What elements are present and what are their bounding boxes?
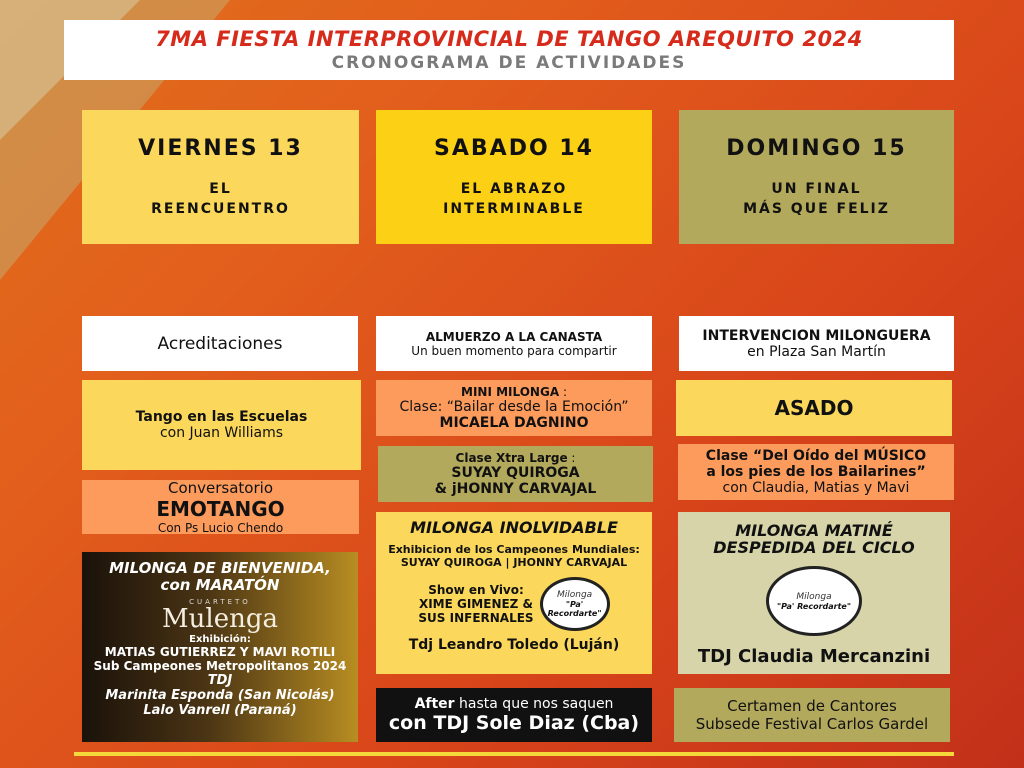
milonga-logo-icon: Milonga "Pa' Recordarte" (540, 577, 610, 631)
activity-title: ASADO (774, 396, 854, 420)
logo-name: Mulenga (162, 604, 278, 634)
day-title: VIERNES 13 (138, 135, 303, 161)
tdj-label: TDJ (207, 673, 233, 688)
day-title: SABADO 14 (434, 135, 594, 161)
activity-clase-oido (678, 444, 954, 500)
activity-milonga-inolvidable (376, 512, 652, 674)
day-subtitle: EL ABRAZO INTERMINABLE (443, 180, 585, 217)
bottom-divider (74, 752, 954, 756)
exhibicion-label: Exhibición: (189, 634, 251, 645)
activity-milonga-matine (678, 512, 950, 674)
activity-sub: Con Ps Lucio Chendo (157, 521, 284, 535)
activity-sub: Un buen momento para compartir (411, 343, 617, 358)
activity-title: ALMUERZO A LA CANASTA (425, 329, 603, 344)
exhibicion-title: Sub Campeones Metropolitanos 2024 (93, 659, 347, 673)
activity-sub: en Plaza San Martín (747, 343, 886, 360)
activity-title: MILONGA DE BIENVENIDA, (109, 559, 331, 577)
day-card-sabado (376, 110, 652, 244)
show-line-2: SUS INFERNALES (418, 611, 534, 625)
day-title: DOMINGO 15 (726, 135, 907, 161)
activity-sub: Subsede Festival Carlos Gardel (695, 715, 929, 733)
activity-mini-milonga (376, 380, 652, 436)
show-label: Show en Vivo: (428, 583, 524, 597)
day-subtitle: UN FINAL MÁS QUE FELIZ (743, 180, 890, 217)
show-line-1: XIME GIMENEZ & (418, 597, 534, 611)
activity-label: Acreditaciones (157, 333, 283, 354)
activity-colon: : (567, 451, 576, 465)
activity-colon: : (559, 385, 567, 399)
activity-conversatorio (82, 480, 359, 534)
activity-name-1: SUYAY QUIROGA (451, 465, 580, 481)
activity-acreditaciones (82, 316, 358, 371)
tdj-name: TDJ Claudia Mercanzini (697, 646, 931, 667)
activity-title: INTERVENCION MILONGUERA (702, 327, 931, 344)
activity-sub: con Juan Williams (159, 425, 284, 441)
activity-milonga-bienvenida (82, 552, 358, 742)
activity-sub: con Claudia, Matias y Mavi (722, 480, 910, 496)
activity-title-1: MILONGA MATINÉ (735, 521, 893, 540)
activity-after (376, 688, 652, 742)
activity-title: MILONGA INOLVIDABLE (410, 518, 618, 537)
event-subtitle: CRONOGRAMA DE ACTIVIDADES (331, 53, 687, 73)
activity-title-2: con MARATÓN (160, 576, 280, 594)
activity-certamen (674, 688, 950, 742)
activity-clase-xl (378, 446, 653, 502)
activity-title-1: Clase “Del Oído del MÚSICO (705, 448, 927, 464)
activity-name: EMOTANGO (156, 497, 285, 521)
day-card-viernes (82, 110, 359, 244)
after-text: hasta que nos saquen (454, 696, 614, 712)
activity-intervencion (679, 316, 954, 371)
header-banner (64, 20, 954, 80)
day-subtitle: EL REENCUENTRO (151, 180, 290, 217)
activity-clase: Clase: “Bailar desde la Emoción” (399, 399, 629, 415)
activity-title: Tango en las Escuelas (135, 409, 308, 425)
after-tdj: con TDJ Sole Diaz (Cba) (388, 712, 640, 734)
activity-title: Clase Xtra Large (455, 451, 568, 465)
tdj-name-2: Lalo Vanrell (Paraná) (143, 703, 297, 718)
day-card-domingo (679, 110, 954, 244)
tdj-name-1: Marinita Esponda (San Nicolás) (105, 688, 335, 703)
activity-title-2: DESPEDIDA DEL CICLO (713, 538, 915, 557)
activity-name: MICAELA DAGNINO (439, 415, 589, 431)
activity-name-2: & jHONNY CARVAJAL (434, 481, 597, 497)
tdj-name: Tdj Leandro Toledo (Luján) (408, 637, 620, 653)
activity-title: Conversatorio (167, 479, 273, 497)
exhibicion-names: MATIAS GUTIERREZ Y MAVI ROTILI (104, 645, 336, 659)
activity-title-2: a los pies de los Bailarines” (706, 464, 926, 480)
activity-escuelas (82, 380, 361, 470)
mulenga-logo (162, 598, 278, 632)
milonga-logo-icon: Milonga "Pa' Recordarte" (766, 566, 862, 636)
exhibicion-names: SUYAY QUIROGA | JHONNY CARVAJAL (400, 556, 628, 569)
event-title: 7MA FIESTA INTERPROVINCIAL DE TANGO AREQUITO 2024 (155, 27, 863, 51)
logo-small-text: CUARTETO (189, 598, 251, 606)
after-label: After (414, 696, 455, 712)
exhibicion-label: Exhibicion de los Campeones Mundiales: (388, 543, 640, 556)
activity-title: MINI MILONGA (461, 385, 560, 399)
activity-almuerzo (376, 316, 652, 371)
activity-asado (676, 380, 952, 436)
activity-title: Certamen de Cantores (727, 697, 897, 715)
